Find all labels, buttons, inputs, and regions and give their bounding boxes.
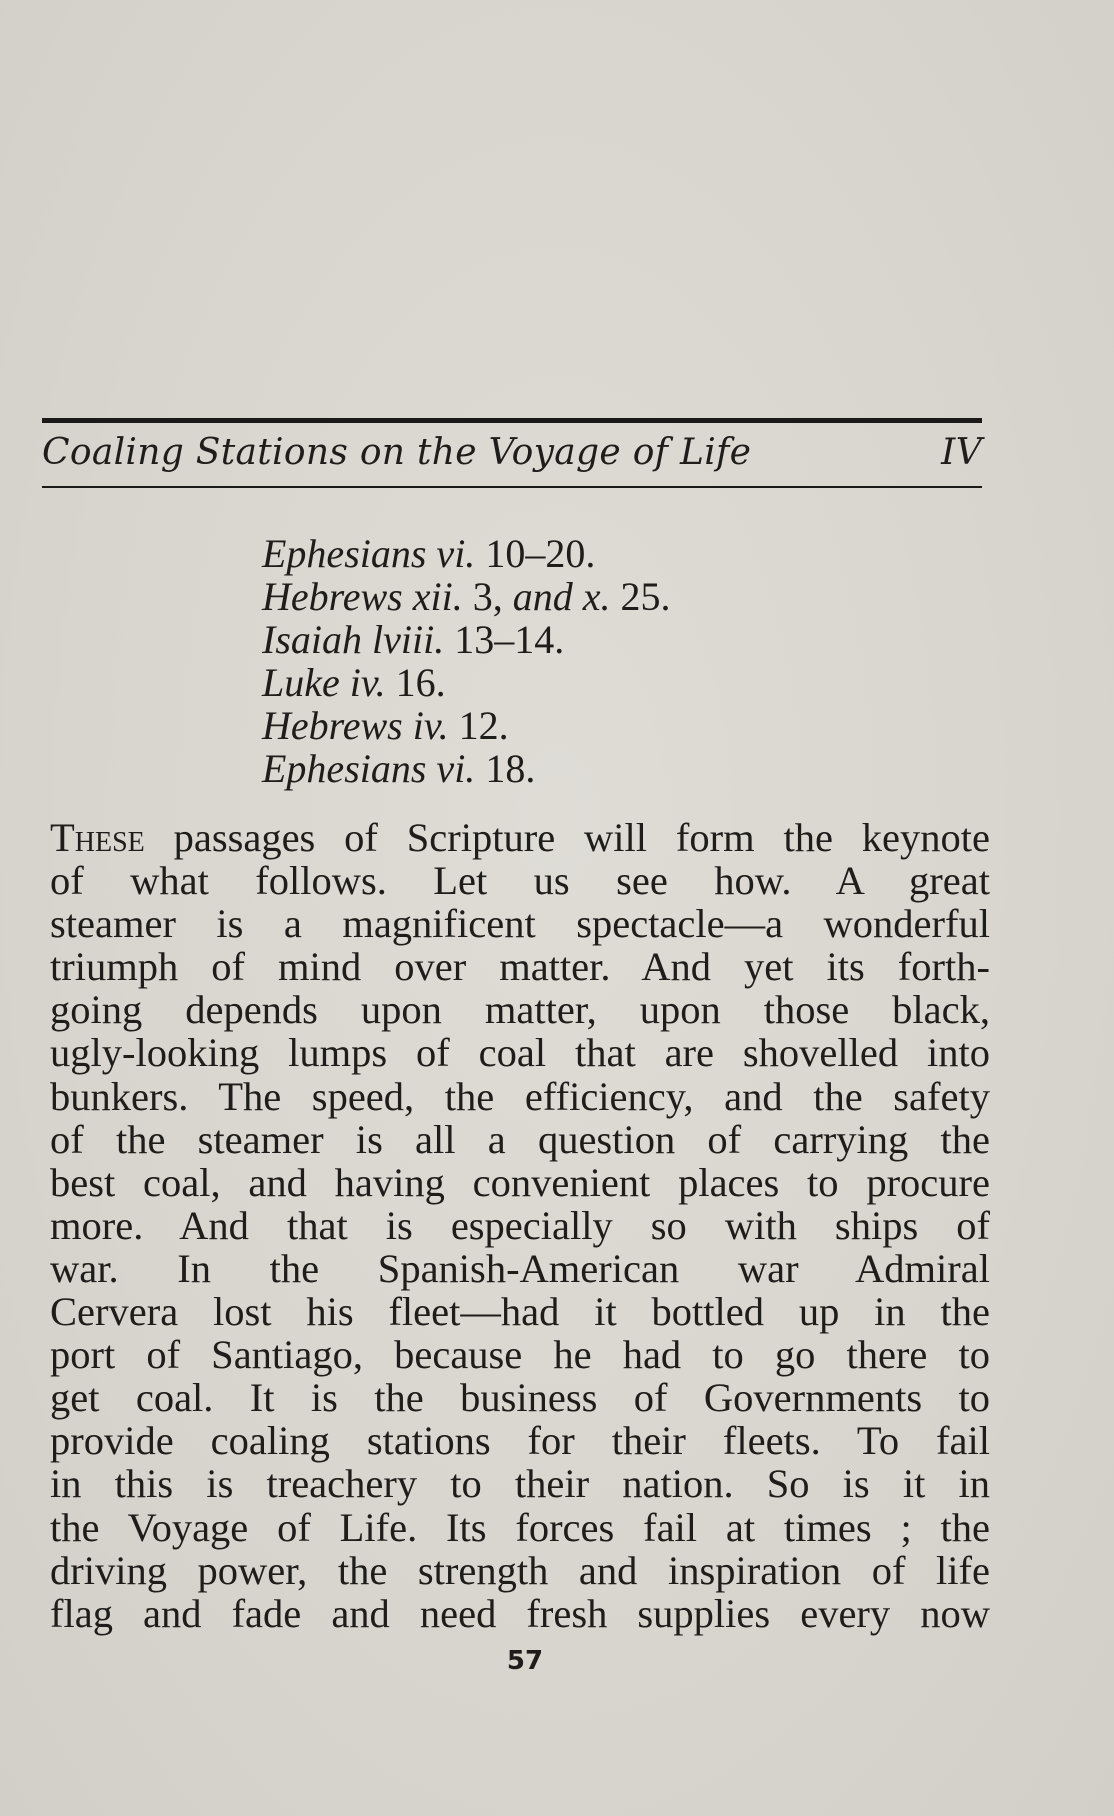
paragraph-line: of what follows. Let us see how. A great (50, 858, 990, 904)
paragraph-line: ugly-looking lumps of coal that are shovelled into (50, 1030, 990, 1076)
reference-passage: 3, (472, 574, 503, 619)
reference-book: Luke iv. (262, 660, 386, 705)
scripture-reference (262, 704, 670, 747)
paragraph-line: driving power, the strength and inspiration of life (50, 1547, 990, 1593)
scripture-reference (262, 618, 670, 661)
reference-passage: 12. (458, 703, 509, 748)
header-top-rule (42, 418, 982, 423)
body-paragraph (50, 816, 990, 1635)
reference-passage: 18. (485, 746, 536, 791)
paragraph-line: best coal, and having convenient places to procure (50, 1159, 990, 1205)
reference-book: Ephesians vi. (262, 531, 476, 576)
paragraph-line: war. In the Spanish-American war Admiral (50, 1245, 990, 1291)
running-header (42, 432, 982, 482)
scripture-reference (262, 532, 670, 575)
paragraph-line: These passages of Scripture will form the keynote (50, 815, 990, 860)
lead-word: These (50, 815, 145, 860)
reference-passage: 13–14. (454, 617, 565, 662)
paragraph-line: provide coaling stations for their fleets. To fail (50, 1418, 990, 1464)
reference-book: Ephesians vi. (262, 746, 476, 791)
reference-book: Isaiah lviii. (262, 617, 445, 662)
paragraph-line: steamer is a magnificent spectacle—a wonderful (50, 901, 990, 947)
reference-book: Hebrews xii. (262, 574, 463, 619)
scripture-reference (262, 661, 670, 704)
paragraph-line: flag and fade and need fresh supplies every now (50, 1590, 990, 1636)
scripture-reference (262, 575, 670, 618)
paragraph-line: bunkers. The speed, the efficiency, and the safety (50, 1073, 990, 1119)
reference-passage: 16. (395, 660, 446, 705)
paragraph-line: triumph of mind over matter. And yet its forth- (50, 944, 990, 990)
running-header-title: Coaling Stations on the Voyage of Life (42, 432, 752, 473)
paragraph-line: in this is treachery to their nation. So is it in (50, 1461, 990, 1507)
paragraph-line: of the steamer is all a question of carrying the (50, 1116, 990, 1162)
reference-book-secondary: and x. (512, 574, 611, 619)
paragraph-line: the Voyage of Life. Its forces fail at times ; the (50, 1504, 990, 1550)
header-bottom-rule (42, 486, 982, 488)
reference-passage-secondary: 25. (620, 574, 671, 619)
paragraph-line: more. And that is especially so with ships of (50, 1202, 990, 1248)
chapter-number: IV (941, 432, 982, 473)
paragraph-line: going depends upon matter, upon those black, (50, 987, 990, 1033)
paragraph-line: get coal. It is the business of Governments to (50, 1375, 990, 1421)
scripture-references (262, 532, 670, 790)
paragraph-line: port of Santiago, because he had to go there to (50, 1332, 990, 1378)
page-number: 57 (506, 1646, 544, 1676)
reference-book: Hebrews iv. (262, 703, 449, 748)
scripture-reference (262, 747, 670, 790)
reference-passage: 10–20. (485, 531, 596, 576)
paragraph-line: Cervera lost his fleet—had it bottled up in the (50, 1289, 990, 1335)
